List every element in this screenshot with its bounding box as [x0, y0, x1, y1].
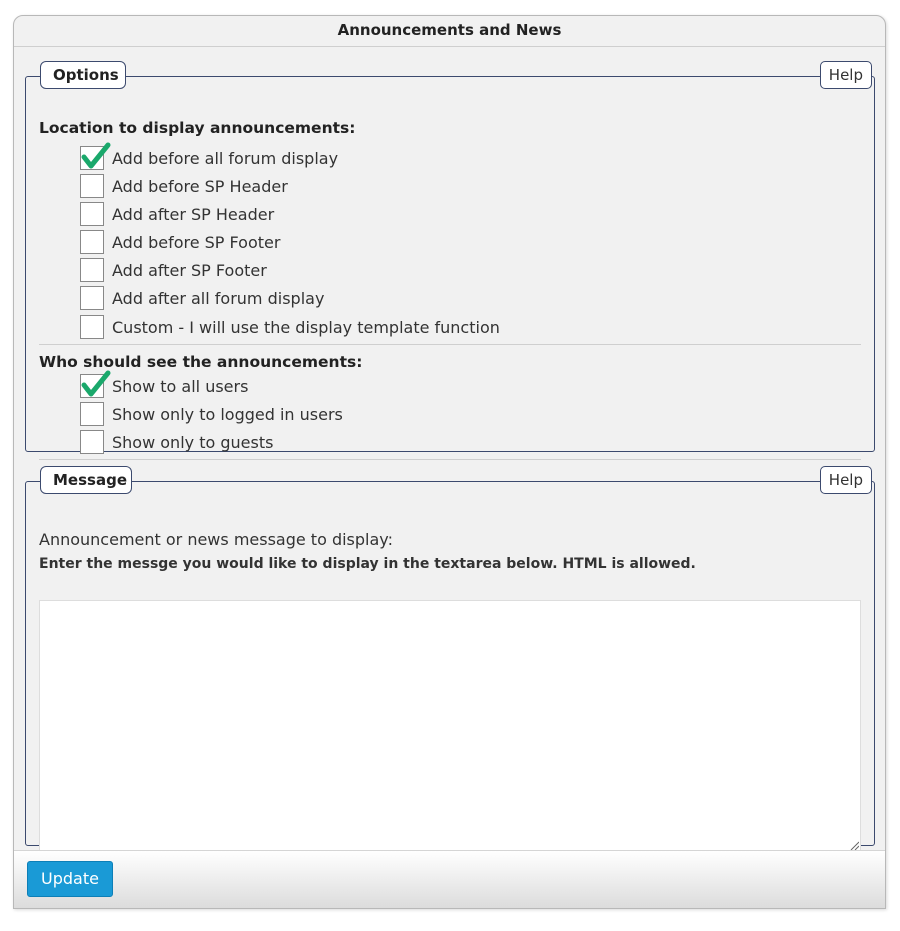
location-section-label: Location to display announcements: — [39, 119, 356, 137]
audience-option-logged-in[interactable] — [80, 401, 343, 427]
audience-option-guests[interactable] — [80, 429, 273, 455]
location-option-custom[interactable] — [80, 314, 500, 340]
location-option-before-header[interactable] — [80, 173, 288, 199]
option-label: Add after SP Header — [112, 204, 275, 224]
audience-section-label: Who should see the announcements: — [39, 353, 363, 371]
check-icon — [81, 370, 111, 400]
location-option-before-footer[interactable] — [80, 229, 280, 255]
location-option-after-forum[interactable] — [80, 285, 324, 311]
message-textarea[interactable] — [39, 600, 861, 852]
checkbox[interactable] — [80, 315, 104, 339]
option-label: Add before SP Footer — [112, 232, 281, 252]
options-fieldset — [25, 66, 875, 452]
divider — [39, 344, 861, 345]
checkbox[interactable] — [80, 230, 104, 254]
location-option-before-forum[interactable] — [80, 145, 338, 171]
divider — [39, 459, 861, 460]
option-label: Add before SP Header — [112, 176, 288, 196]
checkbox[interactable] — [80, 202, 104, 226]
option-label: Add after SP Footer — [112, 260, 267, 280]
options-help-button[interactable]: Help — [820, 61, 872, 89]
panel-footer — [14, 850, 885, 908]
audience-option-all[interactable] — [80, 373, 248, 399]
location-option-after-footer[interactable] — [80, 257, 267, 283]
message-fieldset — [25, 471, 875, 846]
checkbox[interactable] — [80, 402, 104, 426]
checkbox[interactable] — [80, 430, 104, 454]
message-help-button[interactable]: Help — [820, 466, 872, 494]
checkbox[interactable] — [80, 286, 104, 310]
options-legend: Options — [40, 61, 126, 89]
message-legend: Message — [40, 466, 132, 494]
announcements-panel — [13, 15, 886, 909]
check-icon — [81, 142, 111, 172]
checkbox[interactable] — [80, 146, 104, 170]
panel-title: Announcements and News — [14, 16, 885, 47]
message-label: Announcement or news message to display: — [39, 530, 393, 549]
checkbox[interactable] — [80, 174, 104, 198]
update-button[interactable]: Update — [27, 861, 113, 897]
option-label: Show only to logged in users — [112, 404, 343, 424]
checkbox[interactable] — [80, 374, 104, 398]
option-label: Custom - I will use the display template function — [112, 317, 500, 337]
option-label: Show only to guests — [112, 432, 274, 452]
location-option-after-header[interactable] — [80, 201, 274, 227]
checkbox[interactable] — [80, 258, 104, 282]
option-label: Add before all forum display — [112, 148, 339, 168]
message-hint: Enter the messge you would like to display in the textarea below. HTML is allowed. — [39, 556, 696, 572]
option-label: Add after all forum display — [112, 288, 325, 308]
option-label: Show to all users — [112, 376, 249, 396]
